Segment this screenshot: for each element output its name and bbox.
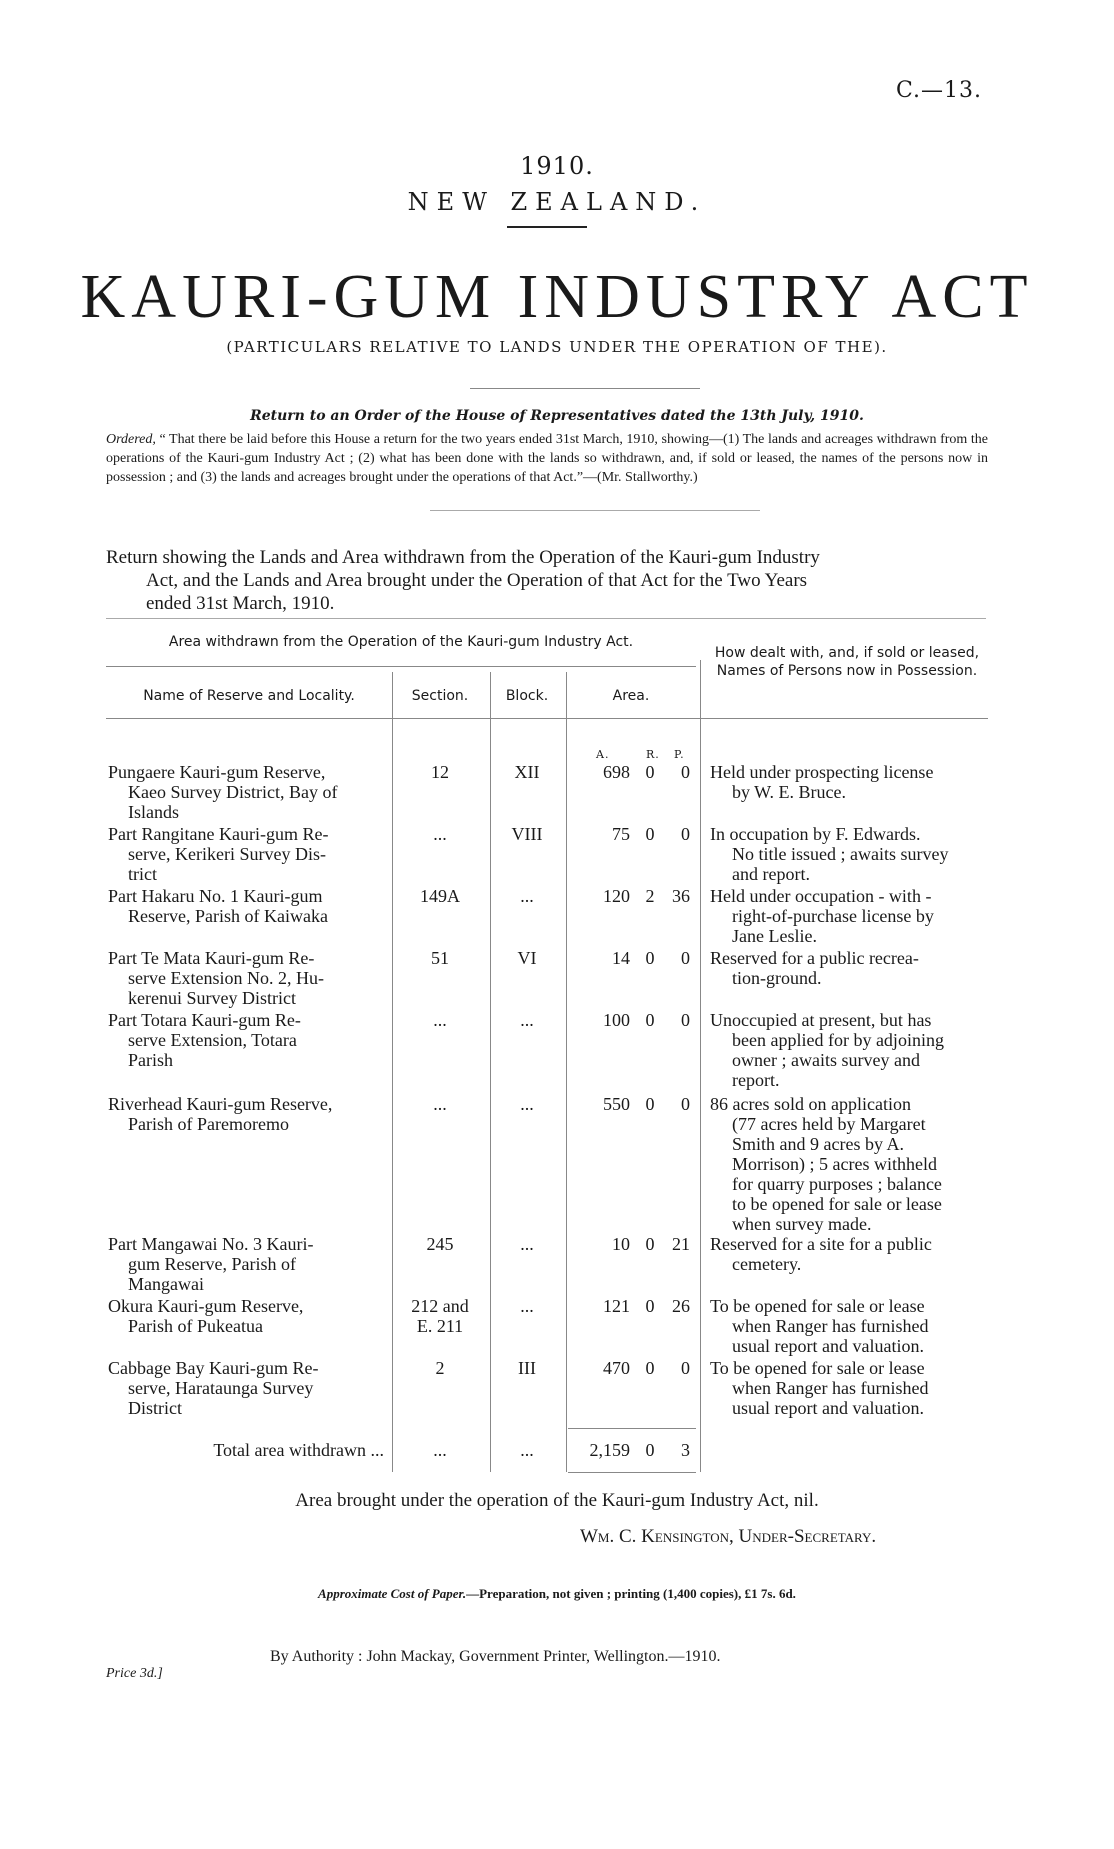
divider [470,388,700,389]
column-header-area: Area. [612,688,650,704]
row-9-name: Cabbage Bay Kauri-gum Re- serve, Harataunga Survey District [108,1358,319,1418]
row-6-section: ... [433,1094,447,1114]
row-2-roods: 0 [645,824,655,844]
row-7-roods: 0 [645,1234,655,1254]
row-6-name: Riverhead Kauri-gum Reserve, Parish of Paremoremo [108,1094,333,1134]
row-1-name: Pungaere Kauri-gum Reserve, Kaeo Survey District, Bay of Islands [108,762,338,822]
row-5-dealt: Unoccupied at present, but has been applied for by adjoining owner ; awaits survey and report. [710,1010,944,1090]
row-4-name: Part Te Mata Kauri-gum Re- serve Extension No. 2, Hu- kerenui Survey District [108,948,324,1008]
row-9-acres: 470 [603,1358,630,1378]
row-4-roods: 0 [645,948,655,968]
row-7-block: ... [520,1234,534,1254]
return-heading [106,546,988,615]
return-heading-line-1: Return showing the Lands and Area withdrawn from the Operation of the Kauri-gum Industry [106,547,820,568]
row-3-dealt: Held under occupation - with - right-of-purchase license by Jane Leslie. [710,886,934,946]
row-3-section: 149A [420,886,460,906]
return-heading-line-3: ended 31st March, 1910. [146,593,335,614]
unit-acres: A. [596,748,610,761]
row-2-section: ... [433,824,447,844]
column-divider [700,660,701,1472]
row-6-block: ... [520,1094,534,1114]
row-5-block: ... [520,1010,534,1030]
brought-under-statement: Area brought under the operation of the Kauri-gum Industry Act, nil. [295,1490,819,1511]
row-3-name: Part Hakaru No. 1 Kauri-gum Reserve, Parish of Kaiwaka [108,886,328,926]
row-5-roods: 0 [645,1010,655,1030]
row-1-section: 12 [431,762,449,782]
page-title: KAURI-GUM INDUSTRY ACT [80,263,1034,331]
total-label: Total area withdrawn ... [213,1440,384,1460]
row-6-acres: 550 [603,1094,630,1114]
total-acres: 2,159 [589,1440,630,1460]
row-2-name: Part Rangitane Kauri-gum Re- serve, Kerikeri Survey Dis- trict [108,824,329,884]
row-2-dealt: In occupation by F. Edwards. No title issued ; awaits survey and report. [710,824,949,884]
ordered-text: “ That there be laid before this House a return for the two years ended 31st March, 1910, showing—(1) The lands and acreages withdrawn from the operations of the Kauri-gum Industry Act ; (2) what has been done with the lands so withdrawn, and, if sold or leased, the names of the persons now in possession ; and (3) the lands and acreages brought under the operations of that Act.”—(Mr. Stallworthy.) [106,432,989,485]
row-8-roods: 0 [645,1296,655,1316]
row-2-perches: 0 [681,824,690,844]
cost-text: —Preparation, not given ; printing (1,400 copies), £1 7s. 6d. [466,1586,796,1601]
header-rule [106,718,988,719]
row-9-perches: 0 [681,1358,690,1378]
row-8-acres: 121 [603,1296,630,1316]
row-1-roods: 0 [645,762,655,782]
total-section: ... [433,1440,447,1460]
unit-perches: P. [674,748,685,761]
document-reference: C.—13. [895,78,982,103]
row-4-section: 51 [431,948,449,968]
column-divider [490,672,491,1472]
row-1-perches: 0 [681,762,690,782]
row-3-perches: 36 [672,886,690,906]
row-5-name: Part Totara Kauri-gum Re- serve Extension, Totara Parish [108,1010,301,1070]
row-1-block: XII [514,762,540,782]
row-8-perches: 26 [672,1296,690,1316]
row-8-dealt: To be opened for sale or lease when Ranger has furnished usual report and valuation. [710,1296,929,1356]
row-9-block: III [518,1358,536,1378]
return-order-line: Return to an Order of the House of Representatives dated the 13th July, 1910. [250,408,864,424]
row-5-section: ... [433,1010,447,1030]
divider [106,618,986,619]
unit-roods: R. [646,748,660,761]
price: Price 3d.] [106,1666,163,1681]
column-header-name: Name of Reserve and Locality. [143,688,355,704]
total-roods: 0 [645,1440,655,1460]
row-8-section: 212 and E. 211 [411,1296,469,1336]
year: 1910. [520,152,594,180]
row-8-block: ... [520,1296,534,1316]
row-4-perches: 0 [681,948,690,968]
row-2-acres: 75 [612,824,630,844]
row-7-name: Part Mangawai No. 3 Kauri- gum Reserve, Parish of Mangawai [108,1234,314,1294]
row-9-dealt: To be opened for sale or lease when Ranger has furnished usual report and valuation. [710,1358,929,1418]
row-2-block: VIII [511,824,543,844]
total-rule [568,1428,696,1429]
signature: Wm. C. Kensington, Under-Secretary. [580,1526,877,1547]
row-6-dealt: 86 acres sold on application (77 acres held by Margaret Smith and 9 acres by A. Morrison) ; 5 acres withheld for quarry purposes ; balance to be opened for sale or lease when survey made. [710,1094,942,1234]
row-1-acres: 698 [603,762,630,782]
row-4-dealt: Reserved for a public recrea- tion-ground. [710,948,919,988]
table-group-header: Area withdrawn from the Operation of the Kauri-gum Industry Act. [168,634,634,650]
country: NEW ZEALAND. [407,188,707,216]
total-rule [568,1472,696,1473]
column-divider [392,672,393,1472]
column-header-block: Block. [505,688,549,704]
header-rule [106,666,696,667]
row-5-acres: 100 [603,1010,630,1030]
row-1-dealt: Held under prospecting license by W. E. Bruce. [710,762,934,802]
row-9-roods: 0 [645,1358,655,1378]
total-block: ... [520,1440,534,1460]
row-3-block: ... [520,886,534,906]
column-divider [566,672,567,1472]
cost-line [0,1586,1114,1602]
page-subtitle: (PARTICULARS RELATIVE TO LANDS UNDER THE OPERATION OF THE). [226,338,888,356]
column-header-dealt: How dealt with, and, if sold or leased, Names of Persons now in Possession. [714,645,980,679]
divider [507,226,587,228]
row-8-name: Okura Kauri-gum Reserve, Parish of Pukeatua [108,1296,304,1336]
row-6-roods: 0 [645,1094,655,1114]
column-header-section: Section. [411,688,469,704]
row-3-roods: 2 [645,886,655,906]
divider [430,510,760,511]
return-heading-line-2: Act, and the Lands and Area brought under the Operation of that Act for the Two Years [146,570,808,591]
row-7-dealt: Reserved for a site for a public cemetery. [710,1234,932,1274]
row-7-section: 245 [426,1234,454,1254]
total-perches: 3 [681,1440,690,1460]
row-7-acres: 10 [612,1234,630,1254]
ordered-paragraph [106,430,988,487]
row-6-perches: 0 [681,1094,690,1114]
row-3-acres: 120 [603,886,630,906]
row-9-section: 2 [435,1358,445,1378]
row-4-acres: 14 [612,948,630,968]
cost-label: Approximate Cost of Paper. [318,1586,467,1601]
row-7-perches: 21 [672,1234,690,1254]
row-5-perches: 0 [681,1010,690,1030]
printer-authority: By Authority : John Mackay, Government Printer, Wellington.—1910. [270,1648,721,1665]
ordered-label: Ordered, [106,432,156,447]
row-4-block: VI [517,948,537,968]
